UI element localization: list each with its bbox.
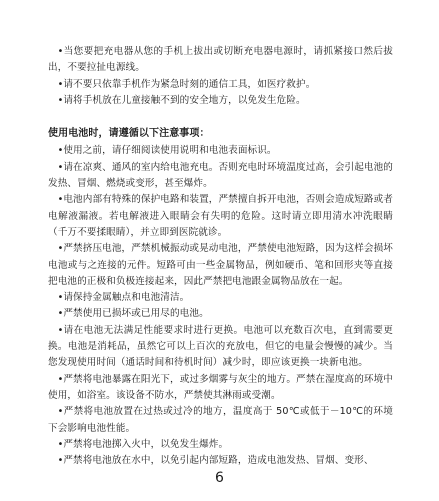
battery-item-no-fire: •严禁将电池掷入火中，以免发生爆炸。 [57,438,229,450]
battery-section-heading: 使用电池时，请遵循以下注意事项： [48,128,210,140]
battery-item-no-damaged: •严禁使用已损坏或已用尽的电池。 [57,308,209,320]
battery-item-replace: •请在电池无法满足性能要求时进行更换。电池可以充数百次电，直到需要更换。电池是消耗品，虽然它可以上百次的充放电，但它的电量会慢慢的减少。当您发现使用时间（通话时间和待机时间）减少时，即应该更换一块新电池。 [48,324,393,369]
battery-item-read-manual: •使用之前，请仔细阅读使用说明和电池表面标识。 [57,145,277,157]
intro-item-emergency: •请不要只依靠手机作为紧急时刻的通信工具，如医疗救护。 [57,78,316,90]
battery-item-no-water: •严禁将电池放在水中，以免引起内部短路，造成电池发热、冒烟、变形、 [57,455,374,467]
battery-item-no-sunlight: •严禁将电池暴露在阳光下，或过多烟雾与灰尘的地方。严禁在湿度高的环境中使用，如浴室。该设备不防水，严禁使其淋雨或受潮。 [48,373,393,401]
battery-item-no-short-circuit: •严禁挤压电池，严禁机械振动或晃动电池，严禁使电池短路，因为这样会损坏电池或与之连接的元件。短路可由一些金属物品，例如硬币、笔和回形夹等直接把电池的正极和负极连接起来，因此严禁把电池跟金属物品放在一起。 [48,243,393,287]
battery-item-charge-cool: •请在凉爽、通风的室内给电池充电。否则充电时环境温度过高，会引起电池的发热、冒烟、燃烧或变形，甚至爆炸。 [48,161,393,190]
intro-item-charger-unplug: •当您要把充电器从您的手机上拔出或切断充电器电源时，请抓紧接口然后拔出，不要拉扯电源线。 [48,46,393,74]
battery-item-keep-clean: •请保持金属触点和电池清洁。 [57,292,190,304]
manual-page-body [48,44,393,469]
battery-item-temperature: •严禁将电池放置在过热或过冷的地方，温度高于 50℃或低于－10℃的环境下会影响电池性能。 [48,406,393,434]
page-number: 6 [215,470,224,486]
battery-item-no-disassemble: •电池内部有特殊的保护电路和装置，严禁擅自拆开电池，否则会造成短路或者电解液漏液。若电解液进入眼睛会有失明的危险。这时请立即用清水冲洗眼睛（千万不要揉眼睛），并立即到医院就诊。 [48,194,393,238]
intro-item-children: •请将手机放在儿童接触不到的安全地方，以免发生危险。 [57,94,306,106]
